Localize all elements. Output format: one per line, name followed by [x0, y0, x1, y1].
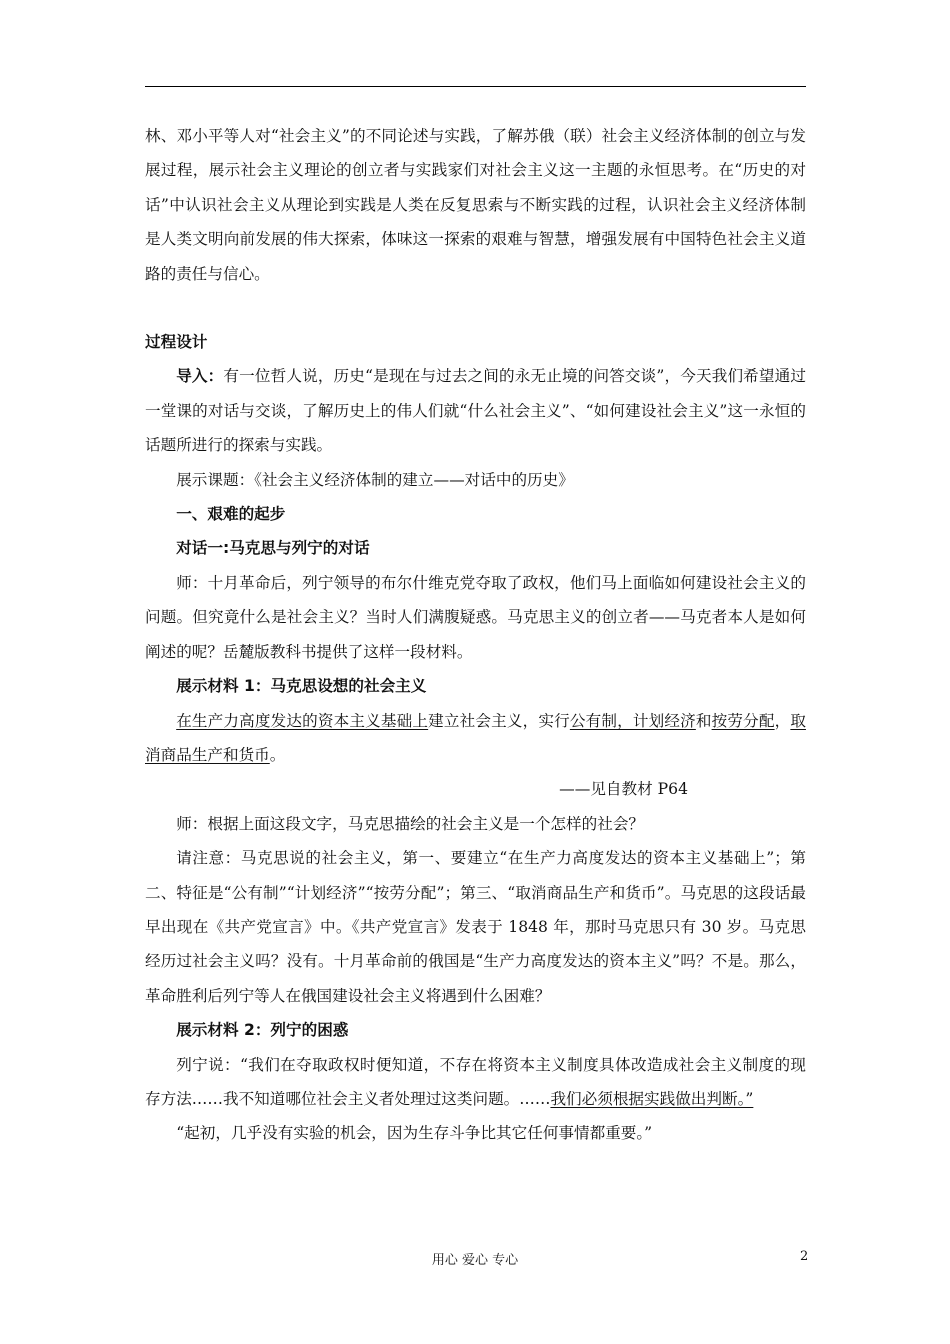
- spacer: [145, 291, 806, 325]
- underlined-phrase: 在生产力高度发达的资本主义基础上: [176, 711, 429, 730]
- underlined-phrase: 取消商品生产和货币: [145, 711, 806, 764]
- text-run: 建立社会主义，实行: [428, 711, 570, 730]
- lenin-quote-1: [145, 1048, 806, 1117]
- material-1-source: ——见自教材 P64: [559, 780, 688, 799]
- intro-paragraph: 林、邓小平等人对“社会主义”的不同论述与实践，了解苏俄（联）社会主义经济体制的创立与发展过程，展示社会主义理论的创立者与实践家们对社会主义这一主题的永恒思考。在“历史的对话”中认识社会主义从理论到实践是人类在反复思索与不断实践的过程，认识社会主义经济体制是人类文明向前发展的伟大探索，体味这一探索的艰难与智慧，增强发展有中国特色社会主义道路的责任与信心。: [145, 127, 806, 283]
- dialog-1-heading: 对话一:马克思与列宁的对话: [176, 539, 370, 558]
- teacher-paragraph-2: 师：根据上面这段文字，马克思描绘的社会主义是一个怎样的社会？: [176, 814, 645, 833]
- page-number: 2: [800, 1249, 809, 1264]
- note-paragraph: 请注意：马克思说的社会主义，第一、要建立“在生产力高度发达的资本主义基础上”；第二、特征是“公有制”“计划经济”“按劳分配”；第三、“取消商品生产和货币”。马克思的这段话最早出现在《共产党宣言》中。《共产党宣言》发表于 1848 年，那时马克思只有 30 岁。马克思经历过社会主义吗？没有。十月革命前的俄国是“生产力高度发达的资本主义”吗？不是。那么，革命胜利后列宁等人在俄国建设社会主义将遇到什么困难？: [145, 849, 806, 1005]
- text-run: 列宁说：“我们在夺取政权时便知道，不存在将资本主义制度具体改造成社会主义制度的现存方法……我不知道哪位社会主义者处理过这类问题。……: [145, 1055, 806, 1108]
- lead-label: 导入：: [176, 367, 224, 386]
- material-2-title: 展示材料 2：列宁的困惑: [176, 1021, 349, 1040]
- section-heading-1: 一、艰难的起步: [176, 505, 286, 524]
- footer-motto: 用心 爱心 专心: [431, 1253, 519, 1268]
- lead-paragraph: [145, 359, 806, 462]
- lead-text: 有一位哲人说，历史“是现在与过去之间的永无止境的问答交谈”，今天我们希望通过一堂课的对话与交谈，了解历史上的伟人们就“什么社会主义”、“如何建设社会主义”这一永恒的话题所进行的探索与实践。: [145, 367, 806, 455]
- lenin-quote-2: “起初，几乎没有实验的机会，因为生存斗争比其它任何事情都重要。”: [176, 1124, 653, 1143]
- underlined-phrase: 我们必须根据实践做出判断。”: [550, 1089, 754, 1108]
- teacher-paragraph-1: 师：十月革命后，列宁领导的布尔什维克党夺取了政权，他们马上面临如何建设社会主义的问题。但究竟什么是社会主义？当时人们满腹疑惑。马克思主义的创立者——马克者本人是如何阐述的呢？岳麓版教科书提供了这样一段材料。: [145, 573, 806, 661]
- document-body: [145, 119, 806, 1151]
- header-rule: [145, 86, 806, 87]
- text-run: 。: [269, 745, 286, 764]
- topic-line: 展示课题：《社会主义经济体制的建立——对话中的历史》: [176, 470, 574, 489]
- material-1-text: [145, 704, 806, 773]
- underlined-phrase: 公有制，计划经济: [569, 711, 696, 730]
- text-run: 和: [695, 711, 712, 730]
- text-run: ，: [774, 711, 791, 730]
- material-1-title: 展示材料 1：马克思设想的社会主义: [176, 677, 427, 696]
- section-heading-process: 过程设计: [145, 333, 208, 352]
- underlined-phrase: 按劳分配: [711, 711, 775, 730]
